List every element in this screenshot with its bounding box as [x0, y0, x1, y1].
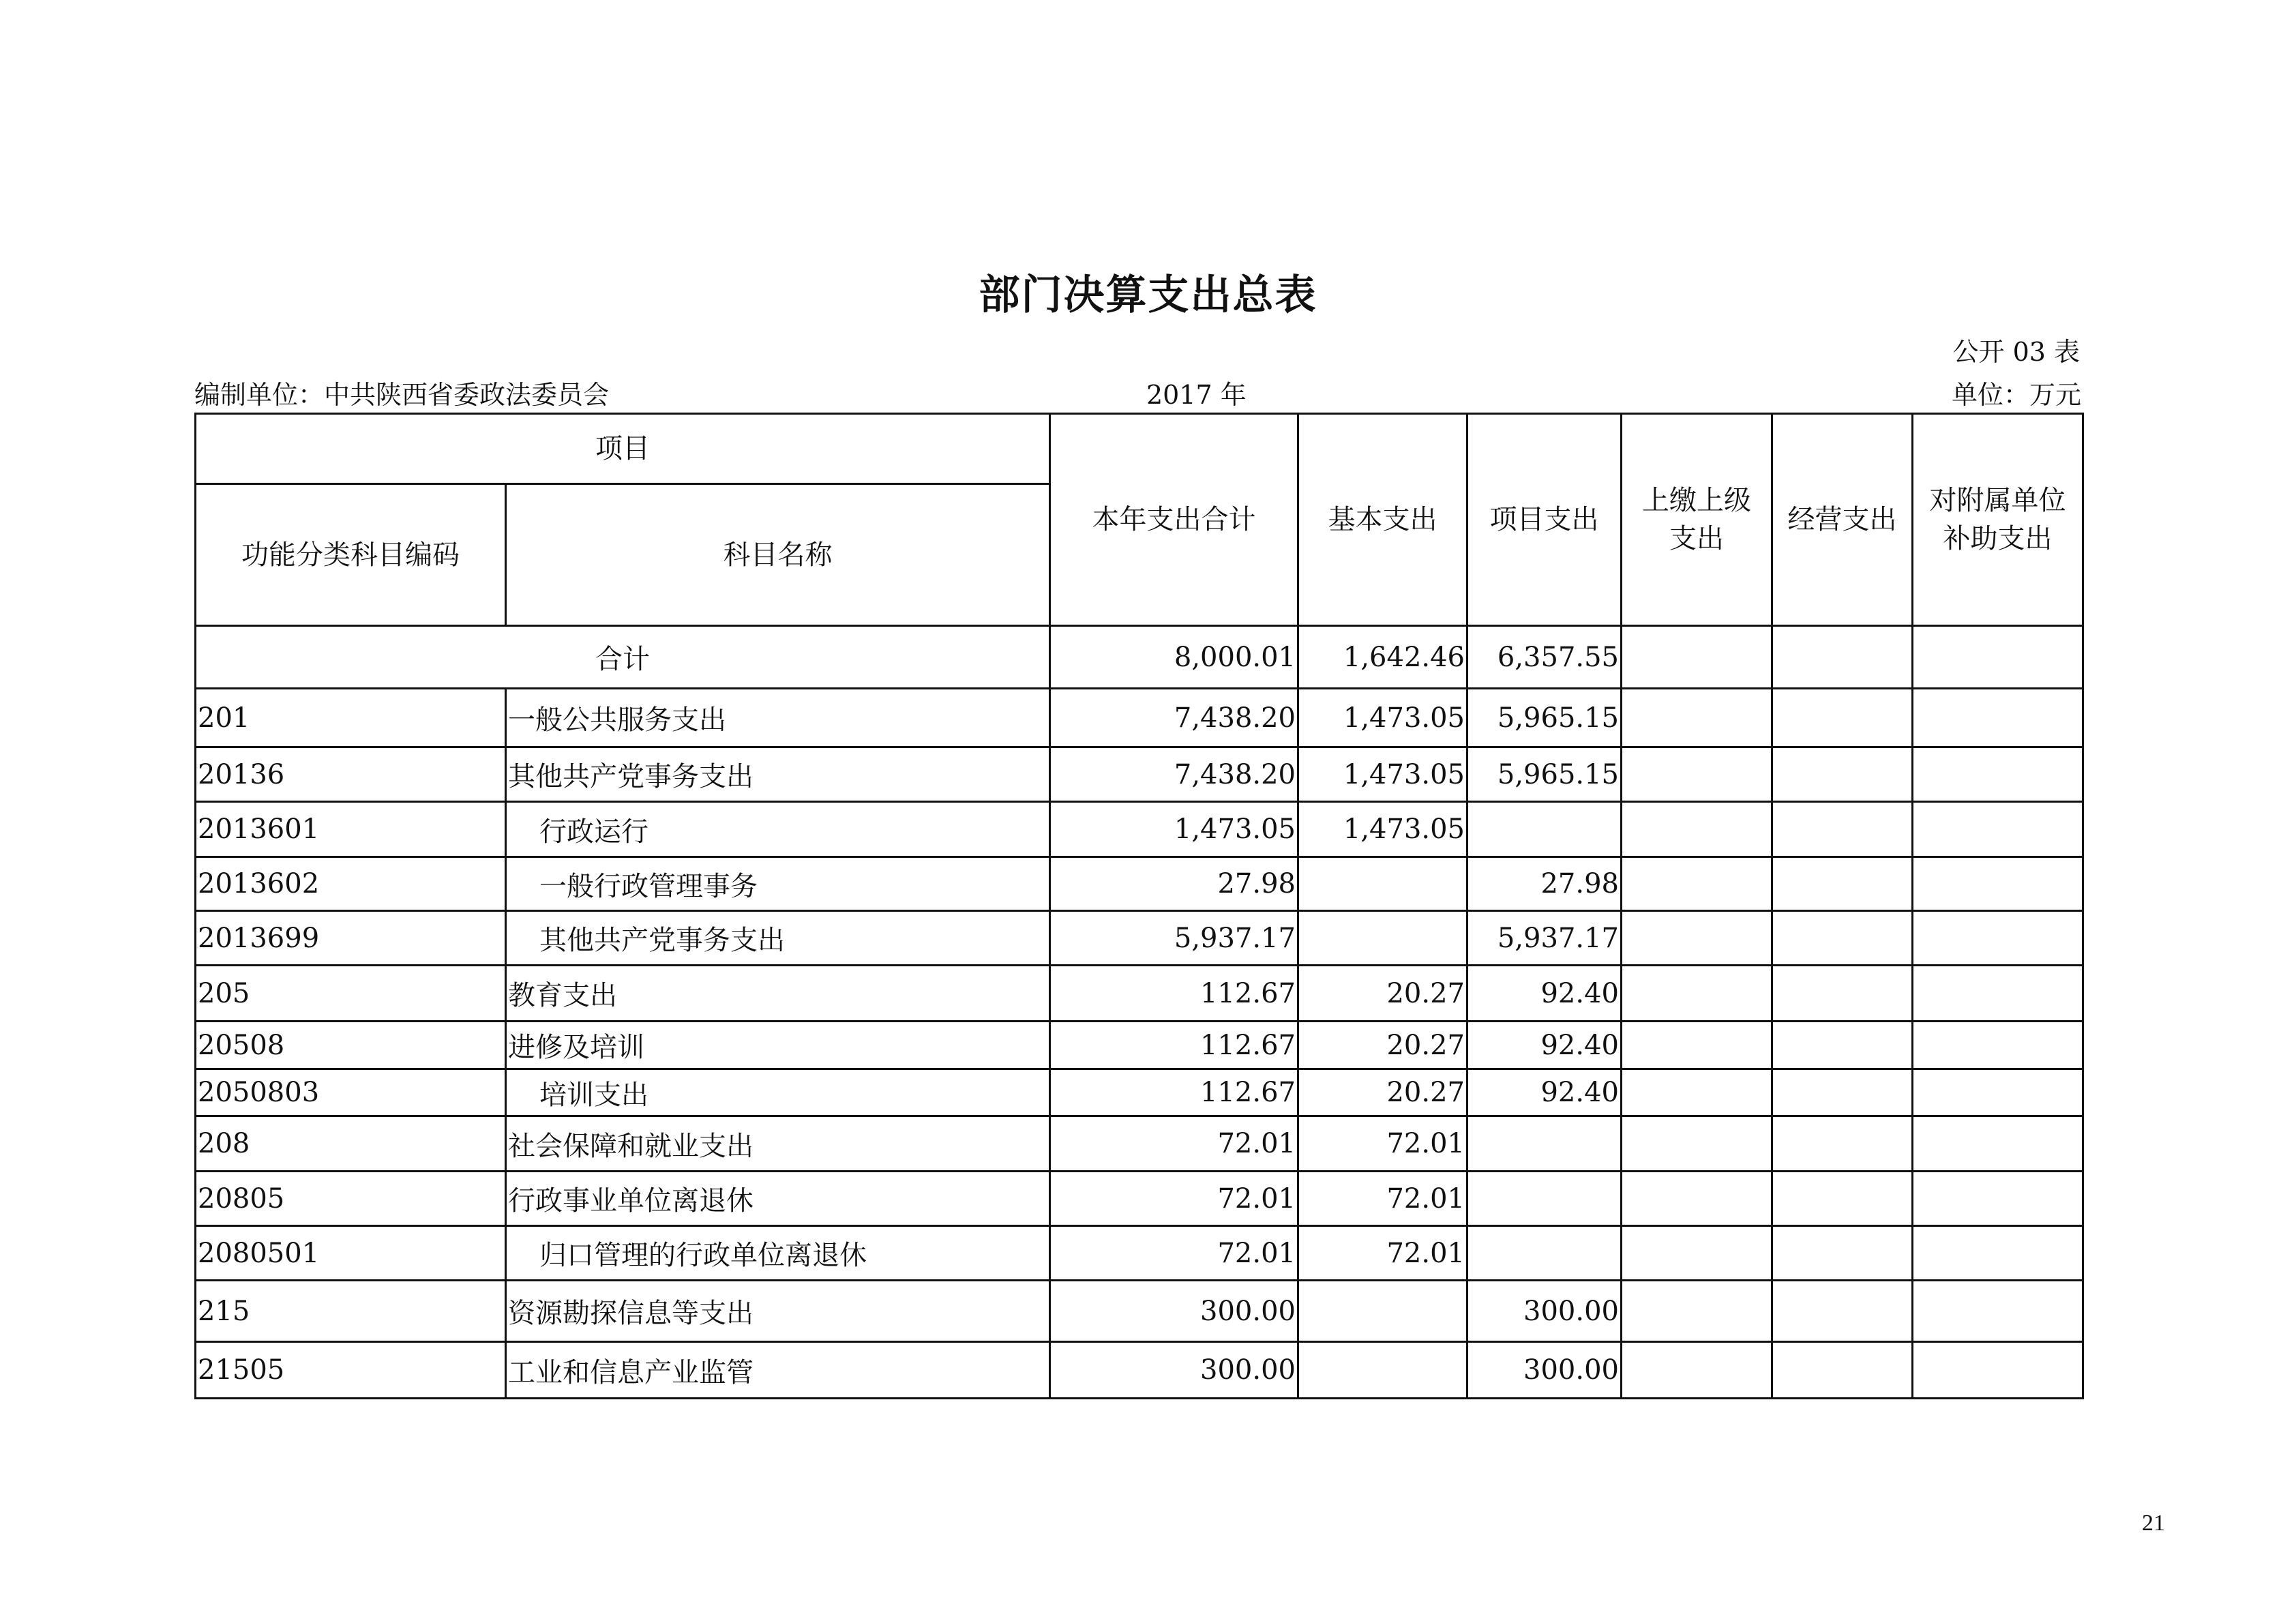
row-upper [1622, 857, 1772, 911]
row-upper [1622, 1172, 1772, 1226]
header-item: 项目 [196, 414, 1050, 484]
row-project: 92.40 [1467, 1069, 1622, 1116]
row-basic [1298, 857, 1467, 911]
table-row [196, 1172, 2083, 1226]
row-project [1467, 802, 1622, 857]
row-name: 培训支出 [506, 1069, 1050, 1116]
row-business [1772, 1342, 1913, 1399]
header-project: 项目支出 [1467, 414, 1622, 626]
header-upper-line2: 支出 [1669, 523, 1724, 554]
row-basic: 72.01 [1298, 1116, 1467, 1172]
row-code: 21505 [196, 1342, 506, 1399]
row-total: 300.00 [1050, 1281, 1298, 1342]
row-upper [1622, 1226, 1772, 1281]
header-upper-line1: 上缴上级 [1642, 485, 1751, 516]
row-business [1772, 1226, 1913, 1281]
row-name: 行政运行 [506, 802, 1050, 857]
total-subsidy [1913, 626, 2083, 689]
row-upper [1622, 1069, 1772, 1116]
currency-unit: 单位：万元 [1951, 380, 2081, 410]
row-business [1772, 1172, 1913, 1226]
expenditure-table [194, 413, 2084, 1399]
row-code: 205 [196, 966, 506, 1022]
row-name: 一般公共服务支出 [506, 689, 1050, 747]
row-basic: 20.27 [1298, 966, 1467, 1022]
row-code: 20805 [196, 1172, 506, 1226]
row-name: 行政事业单位离退休 [506, 1172, 1050, 1226]
row-project [1467, 1172, 1622, 1226]
row-total: 72.01 [1050, 1172, 1298, 1226]
row-upper [1622, 1342, 1772, 1399]
row-basic: 20.27 [1298, 1069, 1467, 1116]
row-total: 7,438.20 [1050, 747, 1298, 802]
meta-row [194, 374, 2081, 408]
row-business [1772, 911, 1913, 966]
table-row [196, 966, 2083, 1022]
row-subsidy [1913, 1342, 2083, 1399]
table-row [196, 1342, 2083, 1399]
table-row [196, 802, 2083, 857]
row-total: 112.67 [1050, 1022, 1298, 1069]
row-project [1467, 1116, 1622, 1172]
row-basic: 72.01 [1298, 1226, 1467, 1281]
page-number: 21 [2142, 1510, 2165, 1536]
row-code: 2013601 [196, 802, 506, 857]
table-row [196, 1226, 2083, 1281]
row-name: 进修及培训 [506, 1022, 1050, 1069]
row-subsidy [1913, 1226, 2083, 1281]
row-total: 72.01 [1050, 1116, 1298, 1172]
row-upper [1622, 689, 1772, 747]
form-number: 公开 03 表 [1952, 337, 2080, 367]
row-code: 2013699 [196, 911, 506, 966]
header-upper [1622, 414, 1772, 626]
total-upper [1622, 626, 1772, 689]
row-code: 201 [196, 689, 506, 747]
row-subsidy [1913, 857, 2083, 911]
row-business [1772, 1022, 1913, 1069]
row-total: 27.98 [1050, 857, 1298, 911]
row-code: 208 [196, 1116, 506, 1172]
page-title: 部门决算支出总表 [979, 271, 1317, 319]
table-row [196, 1116, 2083, 1172]
total-row [196, 626, 2083, 689]
row-basic [1298, 1281, 1467, 1342]
row-total: 7,438.20 [1050, 689, 1298, 747]
row-name: 工业和信息产业监管 [506, 1342, 1050, 1399]
row-business [1772, 689, 1913, 747]
row-project: 5,965.15 [1467, 689, 1622, 747]
row-total: 112.67 [1050, 966, 1298, 1022]
table-row [196, 911, 2083, 966]
row-business [1772, 1116, 1913, 1172]
row-project: 92.40 [1467, 966, 1622, 1022]
row-total: 300.00 [1050, 1342, 1298, 1399]
table-row [196, 857, 2083, 911]
header-subsidy-line2: 补助支出 [1943, 523, 2053, 554]
row-subsidy [1913, 966, 2083, 1022]
row-basic: 1,473.05 [1298, 802, 1467, 857]
row-total: 112.67 [1050, 1069, 1298, 1116]
row-basic [1298, 911, 1467, 966]
row-upper [1622, 1022, 1772, 1069]
row-business [1772, 1069, 1913, 1116]
row-project: 27.98 [1467, 857, 1622, 911]
row-subsidy [1913, 1069, 2083, 1116]
row-total: 5,937.17 [1050, 911, 1298, 966]
row-name: 其他共产党事务支出 [506, 747, 1050, 802]
row-name: 一般行政管理事务 [506, 857, 1050, 911]
row-basic [1298, 1342, 1467, 1399]
row-basic: 72.01 [1298, 1172, 1467, 1226]
row-code: 20508 [196, 1022, 506, 1069]
header-name: 科目名称 [506, 484, 1050, 626]
total-business [1772, 626, 1913, 689]
header-code: 功能分类科目编码 [196, 484, 506, 626]
row-project: 5,965.15 [1467, 747, 1622, 802]
row-subsidy [1913, 1281, 2083, 1342]
row-code: 2080501 [196, 1226, 506, 1281]
row-basic: 1,473.05 [1298, 747, 1467, 802]
table-row [196, 747, 2083, 802]
row-business [1772, 802, 1913, 857]
row-subsidy [1913, 1116, 2083, 1172]
report-year: 2017 年 [1146, 380, 1247, 410]
row-upper [1622, 1281, 1772, 1342]
header-business: 经营支出 [1772, 414, 1913, 626]
row-project: 300.00 [1467, 1281, 1622, 1342]
row-name: 教育支出 [506, 966, 1050, 1022]
header-subsidy-line1: 对附属单位 [1929, 485, 2066, 516]
row-total: 1,473.05 [1050, 802, 1298, 857]
row-subsidy [1913, 911, 2083, 966]
table-row [196, 1281, 2083, 1342]
total-amount: 8,000.01 [1050, 626, 1298, 689]
row-upper [1622, 747, 1772, 802]
table-row [196, 1069, 2083, 1116]
row-business [1772, 857, 1913, 911]
row-upper [1622, 802, 1772, 857]
compiling-unit: 编制单位：中共陕西省委政法委员会 [194, 380, 610, 410]
header-total: 本年支出合计 [1050, 414, 1298, 626]
total-basic: 1,642.46 [1298, 626, 1467, 689]
row-subsidy [1913, 1022, 2083, 1069]
row-upper [1622, 966, 1772, 1022]
row-upper [1622, 1116, 1772, 1172]
row-total: 72.01 [1050, 1226, 1298, 1281]
row-code: 2050803 [196, 1069, 506, 1116]
row-name: 归口管理的行政单位离退休 [506, 1226, 1050, 1281]
row-project: 300.00 [1467, 1342, 1622, 1399]
row-subsidy [1913, 1172, 2083, 1226]
header-basic: 基本支出 [1298, 414, 1467, 626]
row-code: 20136 [196, 747, 506, 802]
row-basic: 20.27 [1298, 1022, 1467, 1069]
row-name: 资源勘探信息等支出 [506, 1281, 1050, 1342]
table-row [196, 1022, 2083, 1069]
row-name: 其他共产党事务支出 [506, 911, 1050, 966]
row-subsidy [1913, 747, 2083, 802]
row-subsidy [1913, 689, 2083, 747]
total-project: 6,357.55 [1467, 626, 1622, 689]
row-subsidy [1913, 802, 2083, 857]
table-row [196, 689, 2083, 747]
row-project: 5,937.17 [1467, 911, 1622, 966]
row-code: 215 [196, 1281, 506, 1342]
row-code: 2013602 [196, 857, 506, 911]
row-name: 社会保障和就业支出 [506, 1116, 1050, 1172]
row-business [1772, 747, 1913, 802]
row-project: 92.40 [1467, 1022, 1622, 1069]
row-business [1772, 1281, 1913, 1342]
row-basic: 1,473.05 [1298, 689, 1467, 747]
total-label: 合计 [196, 626, 1050, 689]
header-subsidy [1913, 414, 2083, 626]
row-project [1467, 1226, 1622, 1281]
row-business [1772, 966, 1913, 1022]
row-upper [1622, 911, 1772, 966]
